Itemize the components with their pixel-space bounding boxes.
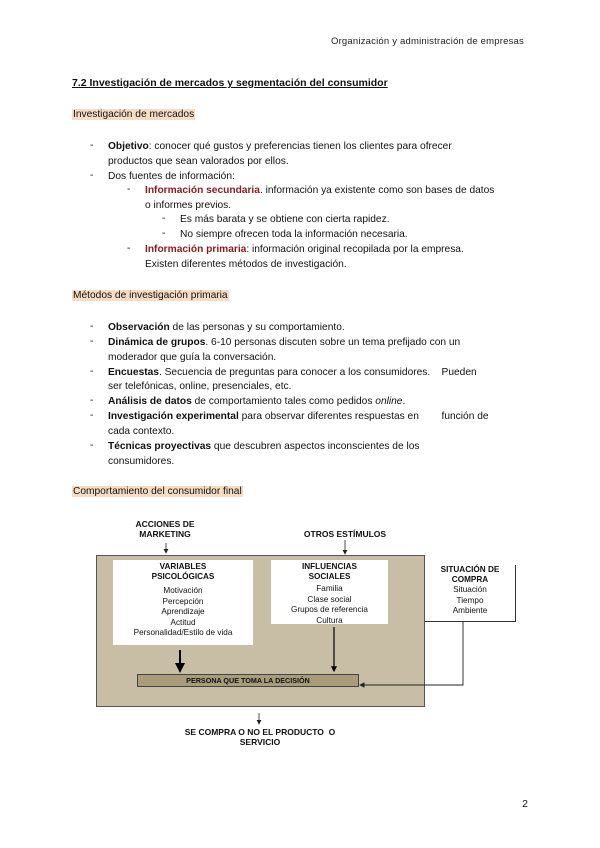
influencias-item: Familia (316, 584, 343, 593)
variables-title-2: PSICOLÓGICAS (151, 572, 215, 581)
primaria-label: Información primaria (145, 244, 247, 255)
metodo-item-encuestas-cont: ser telefónicas, online, presenciales, etc. (108, 381, 292, 392)
fuentes-line: Dos fuentes de información: (108, 171, 235, 182)
subheading-comportamiento (72, 486, 243, 497)
secundaria-label: Información secundaria (145, 185, 260, 196)
secundaria-sub-1: Es más barata y se obtiene con cierta rapidez. (180, 214, 390, 225)
section-title: 7.2 Investigación de mercados y segmentación del consumidor (72, 77, 388, 89)
metodo-label: Observación (108, 322, 170, 333)
bullet-dash: - (127, 243, 131, 254)
metodo-item-analisis (108, 395, 405, 408)
situacion-title-2: COMPRA (451, 575, 489, 584)
metodo-text: de comportamiento tales como pedidos (191, 396, 376, 407)
primaria-line-1 (145, 243, 464, 256)
metodo-item-observacion (108, 321, 345, 334)
influencias-item: Clase social (307, 594, 352, 604)
metodo-label: Encuestas (108, 367, 159, 378)
subheading-investigacion-text: Investigación de mercados (73, 109, 195, 120)
influencias-title-2: SOCIALES (308, 572, 351, 581)
acciones-line-2: MARKETING (139, 529, 191, 539)
subheading-metodos-text: Métodos de investigación primaria (73, 290, 228, 301)
bullet-dash: - (162, 228, 166, 239)
metodo-text: para observar diferentes respuestas en función de (238, 411, 489, 422)
variables-psicologicas-box (113, 560, 253, 645)
influencias-item: Cultura (316, 615, 343, 625)
metodo-label: Investigación experimental (108, 411, 239, 422)
bullet-dash: - (90, 140, 94, 151)
otros-estimulos-label: OTROS ESTÍMULOS (303, 529, 387, 539)
variables-item: Aprendizaje (161, 607, 205, 616)
influencias-item: Grupos de referencia (291, 605, 368, 614)
metodo-text: que descubren aspectos inconscientes de los (211, 441, 420, 452)
objetivo-label: Objetivo (108, 141, 149, 152)
metodo-text: . 6-10 personas discuten sobre un tema prefijado con un (205, 337, 461, 348)
metodo-item-dinamica-cont: moderador que guía la conversación. (108, 352, 277, 363)
bullet-dash: - (90, 336, 94, 347)
bullet-dash: - (90, 440, 94, 451)
resultado-label (150, 727, 370, 747)
situacion-compra-box (425, 565, 516, 622)
subheading-metodos (72, 290, 229, 301)
secundaria-text: . información ya existente como son bases de datos (259, 185, 495, 196)
variables-item: Personalidad/Estilo de vida (133, 628, 233, 637)
resultado-line-1: SE COMPRA O NO EL PRODUCTO O (184, 727, 336, 737)
primaria-text: : información original recopilada por la empresa. (246, 244, 464, 255)
bullet-dash: - (90, 395, 94, 406)
metodo-item-experimental (108, 410, 489, 423)
metodo-text-italic: online (375, 396, 403, 407)
metodo-item-dinamica (108, 336, 460, 349)
influencias-title-1: INFLUENCIAS (301, 562, 358, 571)
metodo-label: Técnicas proyectivas (108, 441, 212, 452)
metodo-text: de las personas y su comportamiento. (169, 322, 345, 333)
secundaria-sub-2: No siempre ofrecen toda la información necesaria. (180, 229, 408, 240)
bullet-dash: - (90, 170, 94, 181)
subheading-investigacion (72, 109, 195, 120)
situacion-item: Situación (453, 585, 487, 594)
variables-title-1: VARIABLES (159, 562, 207, 571)
secundaria-line-2: o informes previos. (145, 200, 232, 211)
subheading-comportamiento-text: Comportamiento del consumidor final (73, 486, 242, 497)
metodo-text: . Secuencia de preguntas para conocer a los consumidores. Pueden (158, 367, 477, 378)
objetivo-line-1 (108, 140, 452, 153)
influencias-sociales-box (271, 560, 388, 624)
objetivo-line-2: productos que sean valorados por ellos. (108, 156, 289, 167)
persona-decision-bar: PERSONA QUE TOMA LA DECISIÓN (137, 674, 359, 687)
variables-item: Percepción (162, 596, 204, 606)
acciones-marketing-label (115, 519, 215, 539)
secundaria-line-1 (145, 184, 494, 197)
page-number: 2 (522, 798, 528, 810)
primaria-line-2: Existen diferentes métodos de investigación. (145, 259, 347, 270)
objetivo-text: : conocer qué gustos y preferencias tienen los clientes para ofrecer (148, 141, 452, 152)
bullet-dash: - (90, 366, 94, 377)
metodo-label: Análisis de datos (108, 396, 192, 407)
variables-item: Motivación (163, 586, 203, 595)
bullet-dash: - (127, 184, 131, 195)
bullet-dash: - (162, 213, 166, 224)
metodo-item-encuestas (108, 366, 477, 379)
metodo-item-proyectivas-cont: consumidores. (108, 456, 175, 467)
acciones-line-1: ACCIONES DE (135, 519, 195, 529)
situacion-title-1: SITUACIÓN DE (440, 565, 500, 574)
bullet-dash: - (90, 321, 94, 332)
metodo-text-end: . (402, 396, 406, 407)
running-header: Organización y administración de empresas (330, 36, 524, 47)
metodo-item-experimental-cont: cada contexto. (108, 426, 175, 437)
variables-item: Actitud (170, 617, 196, 627)
metodo-item-proyectivas (108, 440, 420, 453)
situacion-item: Tiempo (456, 595, 484, 605)
resultado-line-2: SERVICIO (239, 737, 281, 747)
bullet-dash: - (90, 410, 94, 421)
metodo-label: Dinámica de grupos (108, 337, 206, 348)
situacion-item: Ambiente (452, 606, 488, 615)
